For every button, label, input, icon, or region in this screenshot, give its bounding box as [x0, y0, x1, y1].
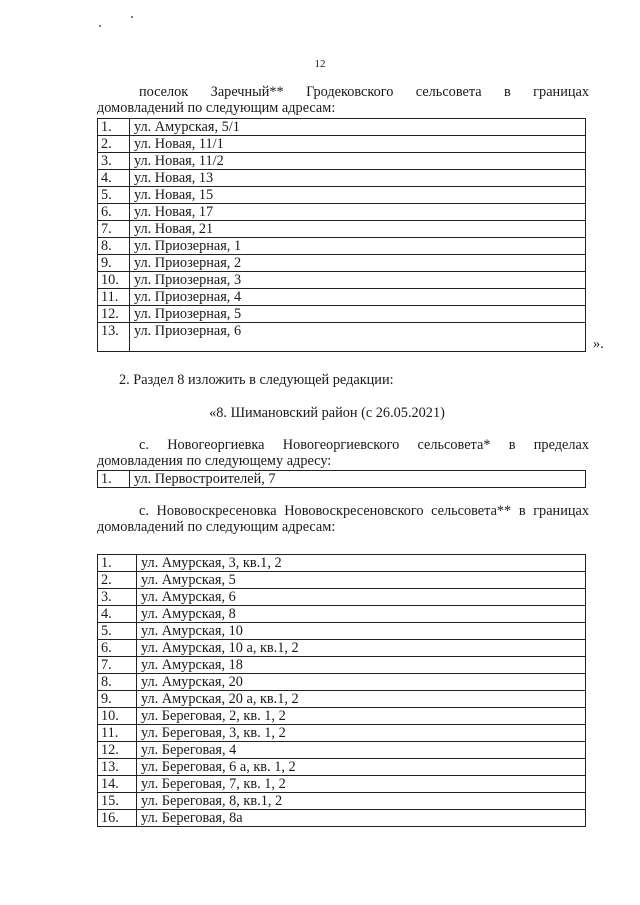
novogeorgievka-intro-line2: домовладения по следующему адресу:	[97, 453, 332, 469]
table-row	[98, 606, 586, 623]
row-address: ул. Приозерная, 3	[130, 272, 586, 289]
zarechny-intro-line1: поселок Заречный** Гродековского сельсовета в границах	[139, 84, 589, 100]
row-number: 10.	[98, 272, 130, 289]
table-row	[98, 793, 586, 810]
row-address: ул. Приозерная, 1	[130, 238, 586, 255]
zarechny-intro-line2: домовладений по следующим адресам:	[97, 100, 336, 116]
row-address: ул. Береговая, 3, кв. 1, 2	[137, 725, 586, 742]
row-number: 4.	[98, 170, 130, 187]
table-row	[98, 306, 586, 323]
district-heading: «8. Шимановский район (с 26.05.2021)	[209, 405, 445, 421]
table-row	[98, 759, 586, 776]
row-address: ул. Береговая, 6 а, кв. 1, 2	[137, 759, 586, 776]
row-address: ул. Амурская, 18	[137, 657, 586, 674]
table-row	[98, 589, 586, 606]
row-number: 9.	[98, 691, 137, 708]
row-address: ул. Новая, 17	[130, 204, 586, 221]
novovoskresenovka-intro	[97, 503, 589, 535]
row-address: ул. Приозерная, 5	[130, 306, 586, 323]
table-row	[98, 640, 586, 657]
table-row	[98, 725, 586, 742]
row-number: 1.	[98, 471, 130, 488]
row-address: ул. Береговая, 8, кв.1, 2	[137, 793, 586, 810]
novogeorgievka-address-table	[97, 470, 586, 488]
table-row	[98, 657, 586, 674]
row-number: 12.	[98, 742, 137, 759]
row-number: 7.	[98, 221, 130, 238]
table-row	[98, 221, 586, 238]
scan-speck	[131, 16, 133, 18]
zarechny-intro	[97, 84, 589, 116]
row-address: ул. Амурская, 20 а, кв.1, 2	[137, 691, 586, 708]
row-address: ул. Новая, 11/1	[130, 136, 586, 153]
novogeorgievka-intro-line1: с. Новогеоргиевка Новогеоргиевского сельсовета* в пределах	[139, 437, 589, 453]
table-row	[98, 204, 586, 221]
table-row	[98, 187, 586, 204]
row-address: ул. Береговая, 7, кв. 1, 2	[137, 776, 586, 793]
table-row	[98, 810, 586, 827]
row-address: ул. Приозерная, 4	[130, 289, 586, 306]
row-address: ул. Амурская, 10	[137, 623, 586, 640]
table-row	[98, 708, 586, 725]
row-address: ул. Новая, 13	[130, 170, 586, 187]
table-row	[98, 674, 586, 691]
row-address: ул. Береговая, 2, кв. 1, 2	[137, 708, 586, 725]
row-number: 1.	[98, 555, 137, 572]
row-number: 11.	[98, 725, 137, 742]
table-row	[98, 153, 586, 170]
row-address: ул. Приозерная, 6	[130, 323, 586, 352]
row-number: 8.	[98, 238, 130, 255]
table-row	[98, 691, 586, 708]
table-row	[98, 136, 586, 153]
row-number: 5.	[98, 187, 130, 204]
closing-quote: ».	[593, 336, 604, 352]
row-number: 2.	[98, 136, 130, 153]
row-address: ул. Новая, 21	[130, 221, 586, 238]
row-address: ул. Первостроителей, 7	[130, 471, 586, 488]
row-address: ул. Амурская, 5	[137, 572, 586, 589]
table-row	[98, 238, 586, 255]
row-number: 8.	[98, 674, 137, 691]
row-number: 3.	[98, 153, 130, 170]
row-address: ул. Амурская, 6	[137, 589, 586, 606]
table-row	[98, 776, 586, 793]
novogeorgievka-intro	[97, 437, 589, 469]
row-address: ул. Новая, 15	[130, 187, 586, 204]
row-number: 4.	[98, 606, 137, 623]
row-number: 5.	[98, 623, 137, 640]
table-row	[98, 742, 586, 759]
table-row	[98, 272, 586, 289]
row-number: 13.	[98, 323, 130, 352]
row-number: 11.	[98, 289, 130, 306]
row-address: ул. Новая, 11/2	[130, 153, 586, 170]
novovoskresenovka-intro-line1: с. Нововоскресеновка Нововоскресеновского сельсовета** в границах	[139, 503, 589, 519]
table-row	[98, 289, 586, 306]
row-number: 1.	[98, 119, 130, 136]
row-number: 2.	[98, 572, 137, 589]
section-item: 2. Раздел 8 изложить в следующей редакции:	[119, 372, 394, 388]
row-address: ул. Амурская, 10 а, кв.1, 2	[137, 640, 586, 657]
table-row	[98, 119, 586, 136]
table-row	[98, 623, 586, 640]
page-number: 12	[314, 58, 326, 70]
table-row	[98, 170, 586, 187]
table-row	[98, 255, 586, 272]
row-number: 12.	[98, 306, 130, 323]
novovoskresenovka-intro-line2: домовладений по следующим адресам:	[97, 519, 336, 535]
row-number: 10.	[98, 708, 137, 725]
row-address: ул. Береговая, 8а	[137, 810, 586, 827]
table-row	[98, 572, 586, 589]
scan-speck	[99, 25, 101, 27]
row-address: ул. Амурская, 20	[137, 674, 586, 691]
table-row	[98, 471, 586, 488]
zarechny-address-table	[97, 118, 586, 352]
row-address: ул. Амурская, 8	[137, 606, 586, 623]
row-number: 16.	[98, 810, 137, 827]
row-address: ул. Амурская, 3, кв.1, 2	[137, 555, 586, 572]
row-number: 3.	[98, 589, 137, 606]
table-row	[98, 323, 586, 352]
row-address: ул. Приозерная, 2	[130, 255, 586, 272]
row-number: 6.	[98, 204, 130, 221]
row-number: 9.	[98, 255, 130, 272]
novovoskresenovka-address-table	[97, 554, 586, 827]
table-row	[98, 555, 586, 572]
row-address: ул. Береговая, 4	[137, 742, 586, 759]
row-number: 15.	[98, 793, 137, 810]
row-number: 6.	[98, 640, 137, 657]
row-address: ул. Амурская, 5/1	[130, 119, 586, 136]
row-number: 7.	[98, 657, 137, 674]
row-number: 14.	[98, 776, 137, 793]
row-number: 13.	[98, 759, 137, 776]
